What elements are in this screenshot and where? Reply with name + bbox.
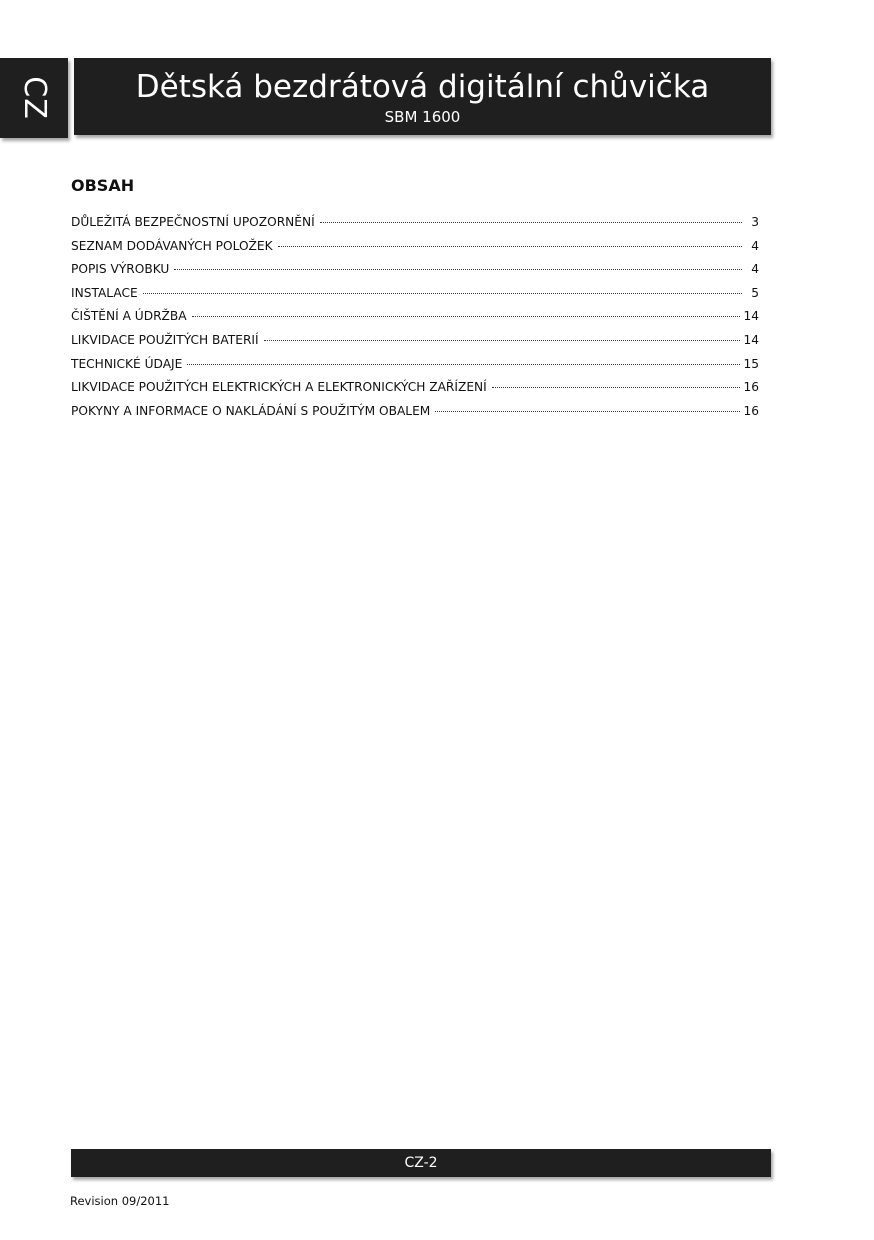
toc-item-label: ČIŠTĚNÍ A ÚDRŽBA <box>71 309 187 324</box>
toc-leader-dots <box>264 328 741 341</box>
revision-note: Revision 09/2011 <box>70 1194 170 1208</box>
title-bar <box>74 58 771 135</box>
toc-item[interactable] <box>71 376 759 400</box>
toc-leader-dots <box>435 399 740 412</box>
page-number: CZ-2 <box>404 1155 438 1171</box>
toc-item[interactable] <box>71 353 759 377</box>
footer-bar <box>71 1149 771 1177</box>
toc-item-label: POPIS VÝROBKU <box>71 262 170 277</box>
toc-item[interactable] <box>71 282 759 306</box>
toc-item[interactable] <box>71 400 759 424</box>
toc-leader-dots <box>192 304 741 317</box>
model-number: SBM 1600 <box>384 108 461 126</box>
toc-item-label: DŮLEŽITÁ BEZPEČNOSTNÍ UPOZORNĚNÍ <box>71 215 315 229</box>
table-of-contents <box>71 211 759 423</box>
toc-leader-dots <box>492 375 741 388</box>
toc-item-page: 16 <box>743 380 759 395</box>
toc-item-label: TECHNICKÉ ÚDAJE <box>71 356 183 371</box>
toc-item-page: 14 <box>743 332 759 347</box>
toc-item[interactable] <box>71 329 759 353</box>
toc-item-page: 4 <box>751 238 759 253</box>
toc-item-label: POKYNY A INFORMACE O NAKLÁDÁNÍ S POUŽITÝM OBALEM <box>71 403 431 418</box>
toc-item[interactable] <box>71 258 759 282</box>
language-tab <box>0 58 68 138</box>
toc-leader-dots <box>187 352 740 365</box>
toc-leader-dots <box>143 281 742 294</box>
toc-item-page: 4 <box>751 262 759 277</box>
toc-item[interactable] <box>71 235 759 259</box>
toc-item-label: INSTALACE <box>71 285 138 300</box>
toc-item[interactable] <box>71 305 759 329</box>
toc-leader-dots <box>320 210 742 223</box>
toc-item-label: SEZNAM DODÁVANÝCH POLOŽEK <box>71 238 273 253</box>
toc-item[interactable] <box>71 211 759 235</box>
toc-item-label: LIKVIDACE POUŽITÝCH ELEKTRICKÝCH A ELEKTRONICKÝCH ZAŘÍZENÍ <box>71 380 487 395</box>
page-title: Dětská bezdrátová digitální chůvička <box>135 69 710 105</box>
toc-heading: OBSAH <box>71 176 135 195</box>
toc-item-page: 14 <box>743 309 759 324</box>
toc-item-page: 15 <box>743 356 759 371</box>
toc-item-page: 5 <box>751 285 759 300</box>
toc-leader-dots <box>278 234 742 247</box>
toc-item-page: 16 <box>743 403 759 418</box>
toc-item-label: LIKVIDACE POUŽITÝCH BATERIÍ <box>71 332 259 347</box>
toc-item-page: 3 <box>751 215 759 229</box>
language-tab-label: CZ <box>17 76 52 120</box>
toc-leader-dots <box>174 257 742 270</box>
